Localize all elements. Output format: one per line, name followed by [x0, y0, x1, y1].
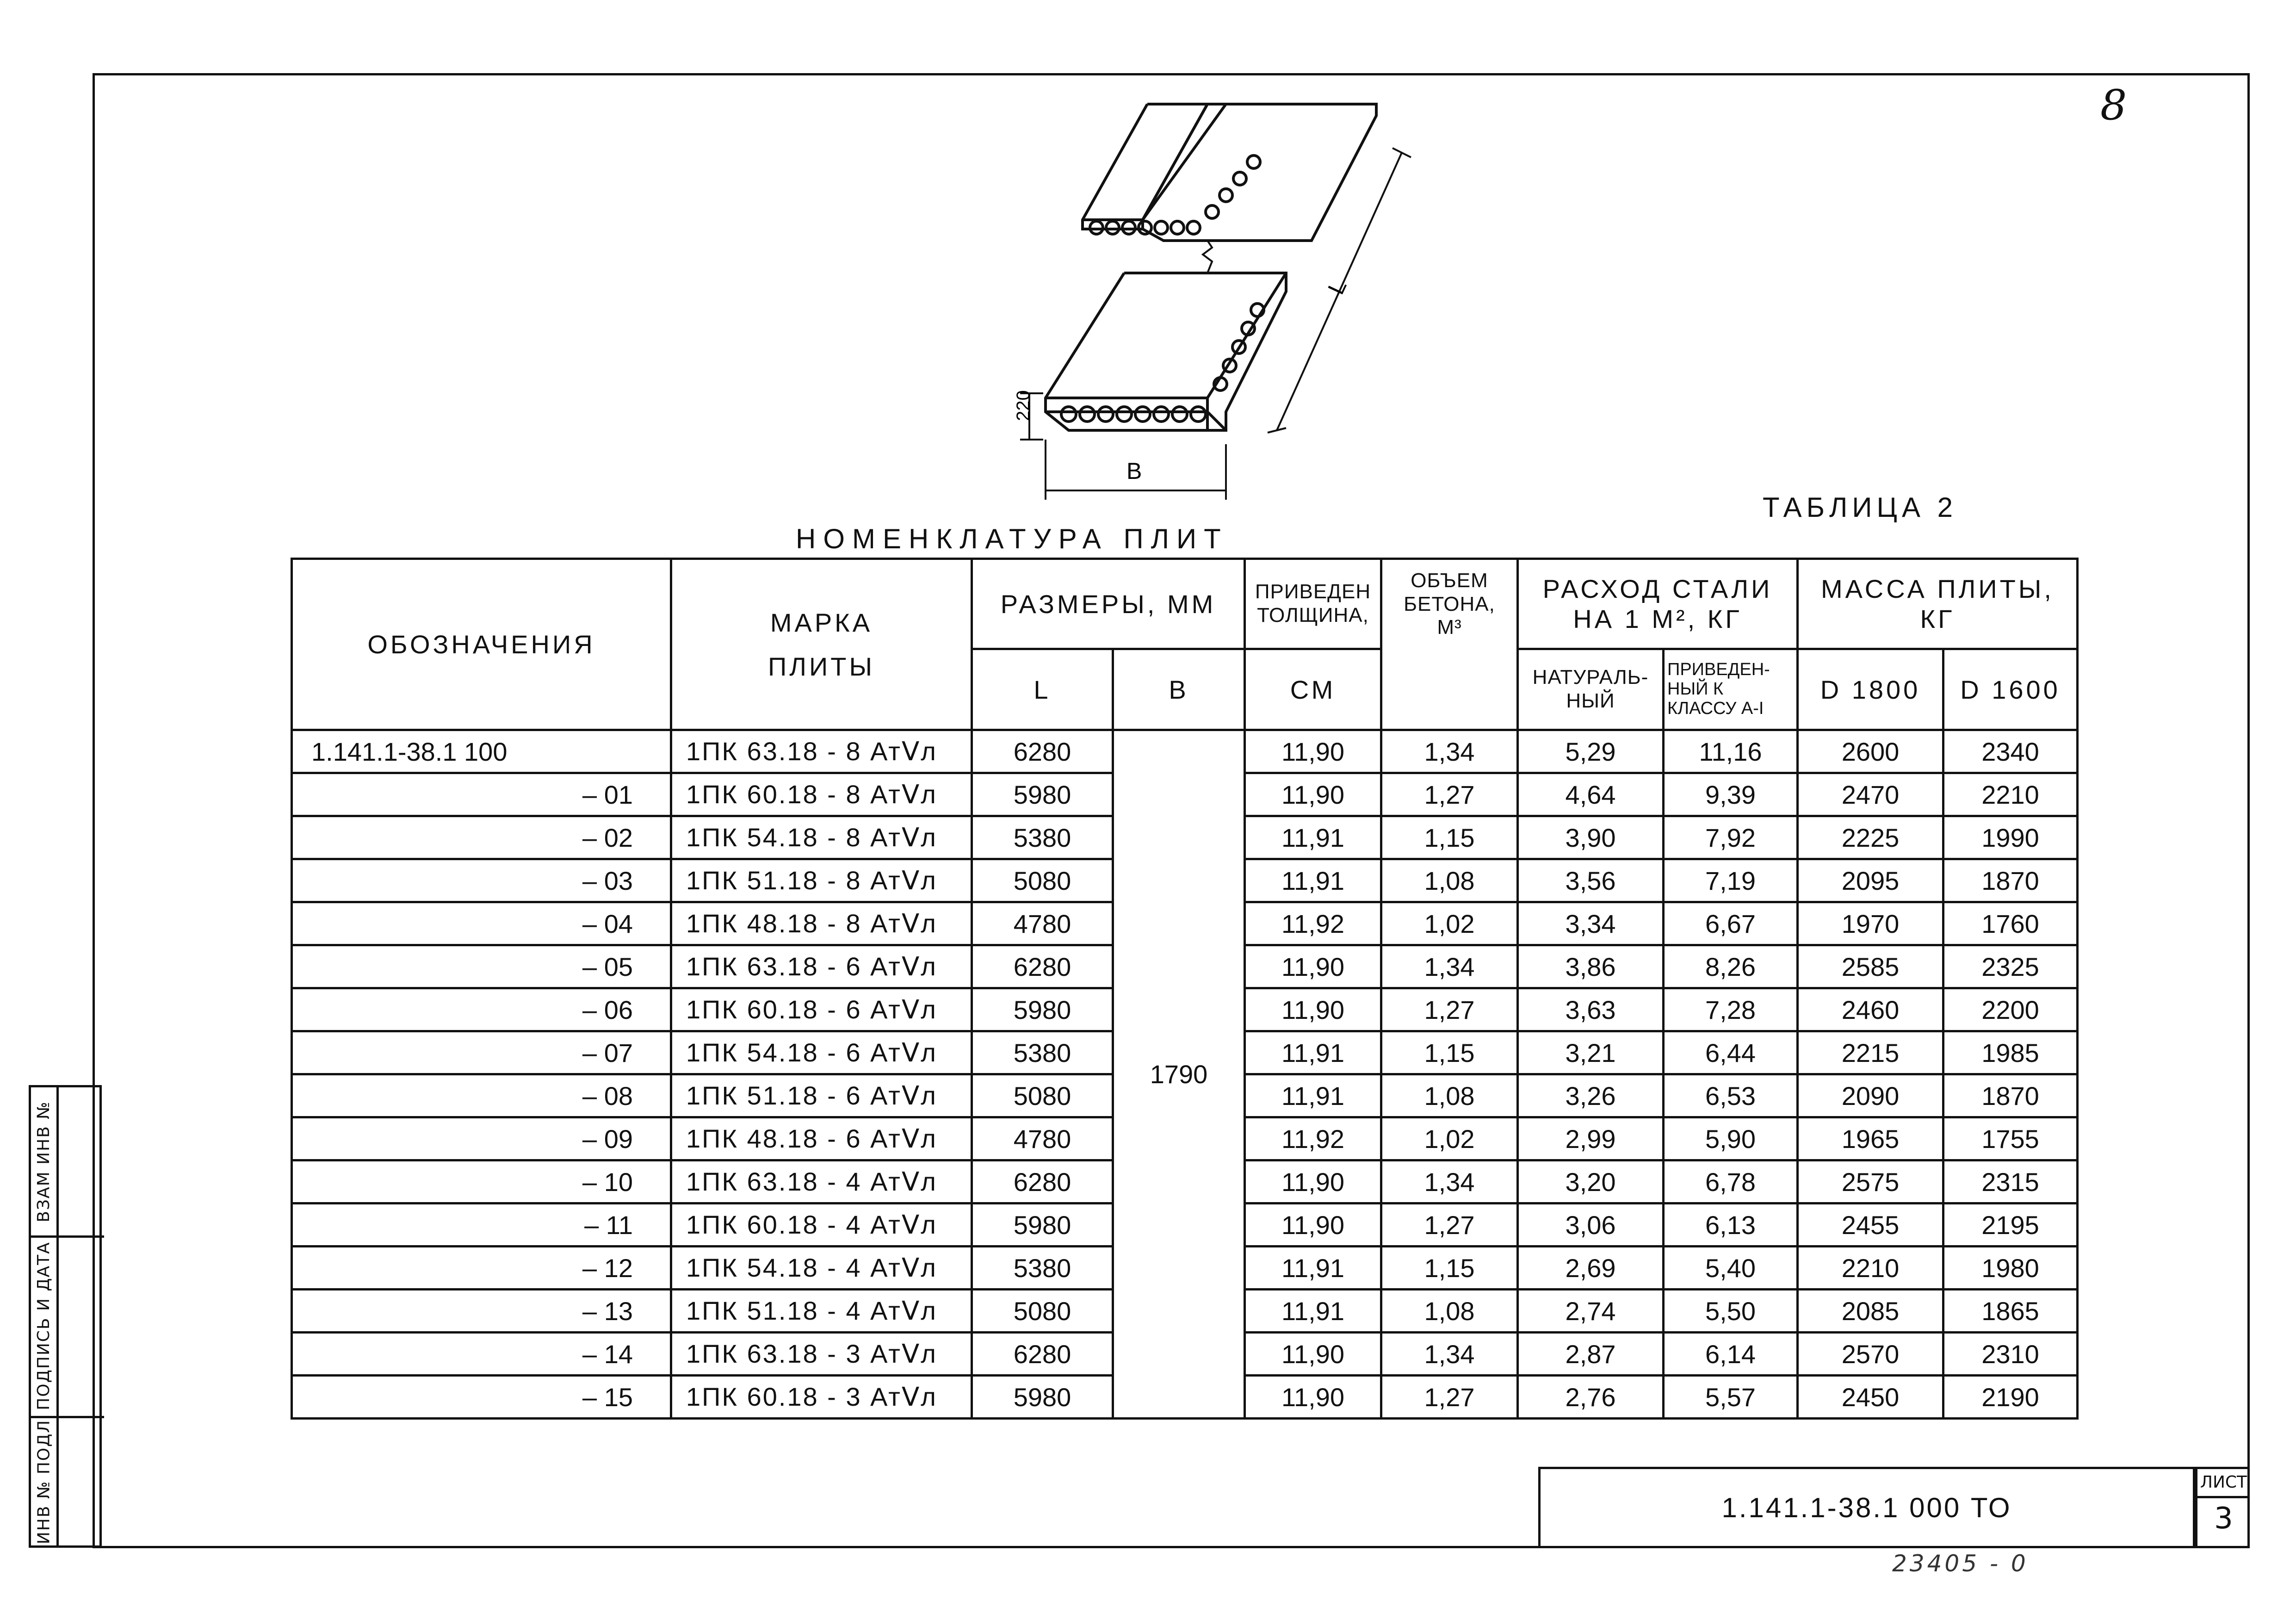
cell-code: – 14 — [292, 1333, 671, 1376]
cell-code: 1.141.1-38.1 100 — [292, 730, 671, 773]
cell-steel-reduced: 7,28 — [1664, 988, 1798, 1031]
cell-steel-natural: 3,56 — [1518, 859, 1664, 902]
header-mass-d1600: D 1600 — [1943, 649, 2078, 730]
header-steel-natural: НАТУРАЛЬ-НЫЙ — [1518, 649, 1664, 730]
header-volume: ОБЪЕМ БЕТОНА, М³ — [1381, 559, 1518, 730]
cell-mark: 1ПК 63.18 - 6 АтⅤл — [671, 945, 972, 988]
cell-mass-d1600: 2310 — [1943, 1333, 2078, 1376]
cell-thickness: 11,90 — [1245, 945, 1381, 988]
cell-mass-d1800: 2470 — [1798, 773, 1943, 816]
cell-mark: 1ПК 63.18 - 3 АтⅤл — [671, 1333, 972, 1376]
cell-mass-d1600: 1980 — [1943, 1247, 2078, 1290]
cell-mass-d1800: 2090 — [1798, 1074, 1943, 1117]
cell-length: 5380 — [972, 1031, 1113, 1074]
cell-steel-reduced: 6,53 — [1664, 1074, 1798, 1117]
cell-code: – 07 — [292, 1031, 671, 1074]
header-size-l: L — [972, 649, 1113, 730]
cell-thickness: 11,90 — [1245, 1204, 1381, 1247]
cell-mass-d1600: 2210 — [1943, 773, 2078, 816]
cell-mass-d1800: 2450 — [1798, 1376, 1943, 1419]
cell-thickness: 11,91 — [1245, 1290, 1381, 1333]
cell-thickness: 11,90 — [1245, 988, 1381, 1031]
cell-length: 5080 — [972, 1290, 1113, 1333]
lower-slab-holes — [1061, 304, 1264, 422]
header-mass: МАССА ПЛИТЫ, КГ — [1798, 559, 2078, 649]
cell-length: 5080 — [972, 1074, 1113, 1117]
cell-mass-d1800: 2575 — [1798, 1160, 1943, 1204]
cell-mass-d1800: 2210 — [1798, 1247, 1943, 1290]
cell-mark: 1ПК 51.18 - 8 АтⅤл — [671, 859, 972, 902]
cell-code: – 09 — [292, 1117, 671, 1160]
cell-steel-natural: 5,29 — [1518, 730, 1664, 773]
cell-volume: 1,15 — [1381, 816, 1518, 859]
cell-length: 6280 — [972, 1333, 1113, 1376]
cell-mass-d1800: 2585 — [1798, 945, 1943, 988]
header-designation: ОБОЗНАЧЕНИЯ — [292, 559, 671, 730]
cell-steel-reduced: 11,16 — [1664, 730, 1798, 773]
cell-volume: 1,15 — [1381, 1247, 1518, 1290]
cell-thickness: 11,91 — [1245, 1074, 1381, 1117]
cell-steel-natural: 3,63 — [1518, 988, 1664, 1031]
cell-mass-d1600: 1865 — [1943, 1290, 2078, 1333]
cell-volume: 1,02 — [1381, 1117, 1518, 1160]
cell-length: 4780 — [972, 902, 1113, 945]
cell-mass-d1800: 1965 — [1798, 1117, 1943, 1160]
cell-length: 5980 — [972, 773, 1113, 816]
cell-steel-reduced: 9,39 — [1664, 773, 1798, 816]
cell-thickness: 11,91 — [1245, 1031, 1381, 1074]
cell-code: – 03 — [292, 859, 671, 902]
cell-thickness: 11,90 — [1245, 730, 1381, 773]
cell-thickness: 11,91 — [1245, 859, 1381, 902]
cell-thickness: 11,92 — [1245, 902, 1381, 945]
cell-steel-reduced: 6,13 — [1664, 1204, 1798, 1247]
cell-length: 5980 — [972, 988, 1113, 1031]
cell-mass-d1800: 2085 — [1798, 1290, 1943, 1333]
cell-volume: 1,34 — [1381, 730, 1518, 773]
cell-mark: 1ПК 48.18 - 8 АтⅤл — [671, 902, 972, 945]
cell-thickness: 11,90 — [1245, 1160, 1381, 1204]
cell-mass-d1800: 2095 — [1798, 859, 1943, 902]
dim-length-label: L — [1323, 275, 1352, 298]
cell-code: – 11 — [292, 1204, 671, 1247]
cell-mark: 1ПК 54.18 - 8 АтⅤл — [671, 816, 972, 859]
cell-steel-reduced: 7,19 — [1664, 859, 1798, 902]
cell-volume: 1,02 — [1381, 902, 1518, 945]
cell-mass-d1600: 2190 — [1943, 1376, 2078, 1419]
cell-mass-d1600: 1870 — [1943, 859, 2078, 902]
cell-volume: 1,34 — [1381, 1160, 1518, 1204]
side-strip — [29, 1085, 102, 1548]
cell-code: – 01 — [292, 773, 671, 816]
slab-drawing — [1009, 88, 1448, 504]
cell-volume: 1,27 — [1381, 988, 1518, 1031]
cell-steel-natural: 4,64 — [1518, 773, 1664, 816]
cell-thickness: 11,91 — [1245, 816, 1381, 859]
cell-volume: 1,08 — [1381, 1290, 1518, 1333]
footer-number: 23405 - 0 — [1892, 1550, 2029, 1577]
cell-code: – 02 — [292, 816, 671, 859]
cell-code: – 06 — [292, 988, 671, 1031]
table-body — [292, 730, 2078, 1419]
cell-steel-natural: 3,26 — [1518, 1074, 1664, 1117]
cell-mass-d1600: 1755 — [1943, 1117, 2078, 1160]
cell-steel-reduced: 7,92 — [1664, 816, 1798, 859]
cell-volume: 1,34 — [1381, 945, 1518, 988]
cell-mass-d1600: 1990 — [1943, 816, 2078, 859]
cell-code: – 10 — [292, 1160, 671, 1204]
cell-volume: 1,08 — [1381, 1074, 1518, 1117]
cell-volume: 1,27 — [1381, 1204, 1518, 1247]
cell-mark: 1ПК 60.18 - 4 АтⅤл — [671, 1204, 972, 1247]
sheet-label: ЛИСТ — [2197, 1469, 2250, 1498]
cell-mass-d1800: 2455 — [1798, 1204, 1943, 1247]
cell-thickness: 11,90 — [1245, 1333, 1381, 1376]
cell-length: 5080 — [972, 859, 1113, 902]
cell-mark: 1ПК 60.18 - 6 АтⅤл — [671, 988, 972, 1031]
cell-mass-d1600: 2325 — [1943, 945, 2078, 988]
cell-steel-reduced: 5,50 — [1664, 1290, 1798, 1333]
cell-mark: 1ПК 63.18 - 4 АтⅤл — [671, 1160, 972, 1204]
cell-thickness: 11,91 — [1245, 1247, 1381, 1290]
cell-steel-reduced: 6,44 — [1664, 1031, 1798, 1074]
cell-mark: 1ПК 48.18 - 6 АтⅤл — [671, 1117, 972, 1160]
cell-steel-natural: 3,21 — [1518, 1031, 1664, 1074]
cell-thickness: 11,90 — [1245, 1376, 1381, 1419]
dim-width-label: B — [1126, 458, 1142, 484]
sheet-number: 3 — [2214, 1501, 2233, 1536]
cell-length: 5380 — [972, 816, 1113, 859]
cell-mass-d1800: 2215 — [1798, 1031, 1943, 1074]
cell-width: 1790 — [1113, 730, 1245, 1419]
cell-steel-natural: 3,86 — [1518, 945, 1664, 988]
cell-steel-reduced: 6,67 — [1664, 902, 1798, 945]
doc-code-stamp: 1.141.1-38.1 000 ТО — [1538, 1467, 2195, 1548]
vzam-inv-cell: ВЗАМ ИНВ № — [31, 1087, 59, 1235]
table-row — [292, 730, 2078, 773]
cell-mark: 1ПК 51.18 - 4 АтⅤл — [671, 1290, 972, 1333]
cell-mass-d1800: 1970 — [1798, 902, 1943, 945]
cell-steel-reduced: 5,90 — [1664, 1117, 1798, 1160]
cell-volume: 1,27 — [1381, 773, 1518, 816]
cell-mass-d1600: 1870 — [1943, 1074, 2078, 1117]
cell-mark: 1ПК 60.18 - 8 АтⅤл — [671, 773, 972, 816]
cell-code: – 15 — [292, 1376, 671, 1419]
cell-steel-reduced: 6,14 — [1664, 1333, 1798, 1376]
cell-thickness: 11,90 — [1245, 773, 1381, 816]
cell-steel-natural: 3,90 — [1518, 816, 1664, 859]
header-thickness: ПРИВЕДЕН ТОЛЩИНА, — [1245, 559, 1381, 649]
cell-length: 5380 — [972, 1247, 1113, 1290]
header-sizes: РАЗМЕРЫ, ММ — [972, 559, 1245, 649]
cell-mass-d1600: 2195 — [1943, 1204, 2078, 1247]
upper-slab-holes — [1090, 155, 1260, 234]
cell-code: – 12 — [292, 1247, 671, 1290]
header-thickness-unit: СМ — [1245, 649, 1381, 730]
cell-length: 5980 — [972, 1376, 1113, 1419]
cell-steel-natural: 2,76 — [1518, 1376, 1664, 1419]
cell-steel-reduced: 8,26 — [1664, 945, 1798, 988]
cell-volume: 1,15 — [1381, 1031, 1518, 1074]
cell-steel-natural: 3,06 — [1518, 1204, 1664, 1247]
cell-thickness: 11,92 — [1245, 1117, 1381, 1160]
cell-steel-reduced: 5,40 — [1664, 1247, 1798, 1290]
header-steel-reduced: ПРИВЕДЕН-НЫЙ К КЛАССУ А-I — [1664, 649, 1798, 730]
cell-code: – 08 — [292, 1074, 671, 1117]
cell-code: – 13 — [292, 1290, 671, 1333]
sheet-number-box — [2195, 1467, 2250, 1548]
header-mass-d1800: D 1800 — [1798, 649, 1943, 730]
page-title: НОМЕНКЛАТУРА ПЛИТ — [796, 523, 1228, 554]
cell-length: 6280 — [972, 730, 1113, 773]
cell-length: 4780 — [972, 1117, 1113, 1160]
cell-steel-natural: 3,34 — [1518, 902, 1664, 945]
cell-length: 6280 — [972, 1160, 1113, 1204]
cell-length: 6280 — [972, 945, 1113, 988]
cell-mass-d1800: 2460 — [1798, 988, 1943, 1031]
header-mark: МАРКА ПЛИТЫ — [671, 559, 972, 730]
nomenclature-table — [291, 558, 2079, 1420]
header-steel: РАСХОД СТАЛИ НА 1 М², КГ — [1518, 559, 1798, 649]
cell-steel-natural: 2,74 — [1518, 1290, 1664, 1333]
cell-length: 5980 — [972, 1204, 1113, 1247]
cell-mass-d1600: 2315 — [1943, 1160, 2078, 1204]
dim-thickness-label: 220 — [1013, 390, 1034, 421]
cell-code: – 04 — [292, 902, 671, 945]
cell-mark: 1ПК 51.18 - 6 АтⅤл — [671, 1074, 972, 1117]
cell-mass-d1800: 2600 — [1798, 730, 1943, 773]
cell-mass-d1600: 1760 — [1943, 902, 2078, 945]
cell-steel-reduced: 5,57 — [1664, 1376, 1798, 1419]
cell-mass-d1800: 2225 — [1798, 816, 1943, 859]
cell-volume: 1,08 — [1381, 859, 1518, 902]
cell-code: – 05 — [292, 945, 671, 988]
table-label: ТАБЛИЦА 2 — [1763, 492, 1957, 523]
cell-mark: 1ПК 60.18 - 3 АтⅤл — [671, 1376, 972, 1419]
cell-steel-natural: 2,87 — [1518, 1333, 1664, 1376]
cell-volume: 1,27 — [1381, 1376, 1518, 1419]
cell-steel-reduced: 6,78 — [1664, 1160, 1798, 1204]
header-size-b: B — [1113, 649, 1245, 730]
cell-mark: 1ПК 54.18 - 4 АтⅤл — [671, 1247, 972, 1290]
cell-mass-d1800: 2570 — [1798, 1333, 1943, 1376]
cell-steel-natural: 3,20 — [1518, 1160, 1664, 1204]
cell-mark: 1ПК 63.18 - 8 АтⅤл — [671, 730, 972, 773]
cell-steel-natural: 2,99 — [1518, 1117, 1664, 1160]
sign-date-cell: ПОДПИСЬ И ДАТА — [31, 1235, 59, 1416]
cell-mass-d1600: 1985 — [1943, 1031, 2078, 1074]
inv-podl-cell: ИНВ № ПОДЛ — [31, 1416, 59, 1548]
cell-steel-natural: 2,69 — [1518, 1247, 1664, 1290]
corner-number: 8 — [2100, 81, 2127, 130]
cell-volume: 1,34 — [1381, 1333, 1518, 1376]
cell-mass-d1600: 2200 — [1943, 988, 2078, 1031]
cell-mark: 1ПК 54.18 - 6 АтⅤл — [671, 1031, 972, 1074]
cell-mass-d1600: 2340 — [1943, 730, 2078, 773]
